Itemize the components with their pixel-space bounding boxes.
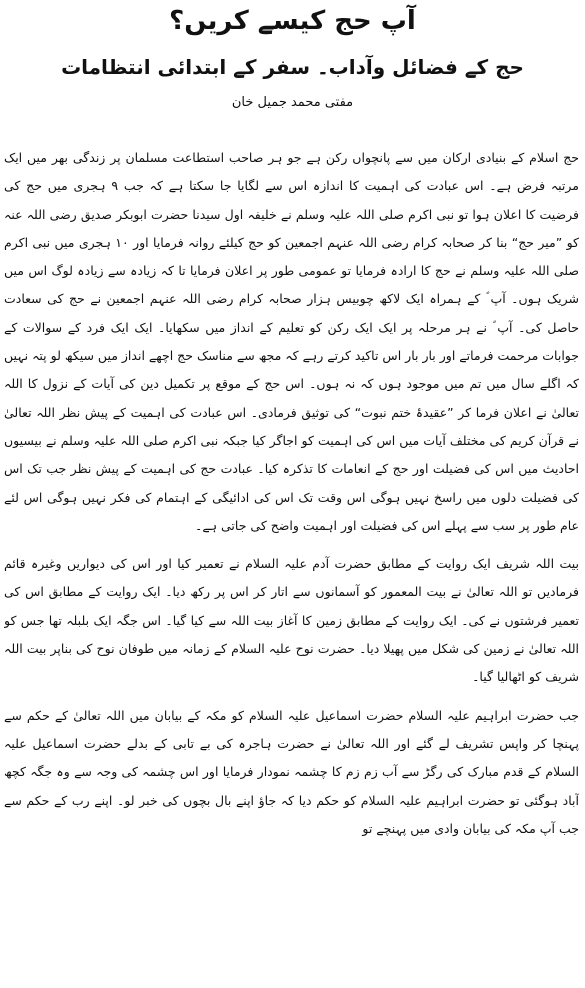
author-byline: مفتی محمد جمیل خان — [231, 95, 354, 110]
paragraph-3: جب حضرت ابراہیم علیہ السلام حضرت اسماعیل علیہ السلام کو مکہ کے بیابان میں اللہ تعالیٰ کے حکم سے پہنچا کر واپس تشریف لے گئے اور اللہ تعالیٰ نے حضرت ہاجرہ کی بے تابی کے بدلے حضرت اسماعیل علیہ السلام کے قدم مبارک کی رگڑ سے آب زم زم کا چشمہ نمودار فرمایا اور اس چشمہ کی وجہ سے وہ جگہ کچھ آباد ہوگئی تو حضرت ابراہیم علیہ السلام کو حکم دیا کہ جاؤ اپنے بال بچوں کی خبر لو۔ اپنے رب کے حکم سے جب آپ مکہ کی بیابان وادی میں پہنچے تو — [4, 707, 579, 836]
document-title: آپ حج کیسے کریں؟ — [169, 6, 416, 36]
paragraph-2: بیت اللہ شریف ایک روایت کے مطابق حضرت آدم علیہ السلام نے تعمیر کیا اور اس کی دیواریں وغیرہ قائم فرمادیں تو اللہ تعالیٰ نے بیت المعمور کو آسمانوں سے اتار کر اس پر رکھ دیا۔ ایک روایت کے مطابق اس کی تعمیر فرشتوں نے کی۔ ایک روایت کے مطابق زمین کا آغاز بیت اللہ سے کیا گیا۔ اس جگہ ایک بلبلہ تھا جس کو اللہ تعالیٰ نے زمین کی شکل میں پھیلا دیا۔ حضرت نوح علیہ السلام کے زمانہ میں طوفان نوح کی بناپر بیت اللہ شریف کو اٹھالیا گیا۔ — [4, 556, 579, 685]
paragraph-1: حج اسلام کے بنیادی ارکان میں سے پانچواں رکن ہے جو ہر صاحب استطاعت مسلمان پر زندگی بھر میں ایک مرتبہ فرض ہے۔ اس عبادت کی اہمیت کا اندازہ اس سے لگایا جا سکتا ہے کہ جب ۹ ہجری میں حج کی فرضیت کا اعلان ہوا تو نبی اکرم صلی اللہ علیہ وسلم نے خلیفہ اول سیدنا حضرت ابوبکر صدیق رضی اللہ عنہ کو ”میر حج“ بنا کر صحابہ کرام رضی اللہ عنہم اجمعین کو حج کیلئے روانہ فرمایا اور ۱۰ ہجری میں نبی اکرم صلی اللہ علیہ وسلم نے حج کا ارادہ فرمایا تو عمومی طور پر اعلان فرمایا تا کہ زیادہ سے زیادہ لوگ اس میں شریک ہوں۔ آپ ؐ کے ہمراہ ایک لاکھ چوبیس ہزار صحابہ کرام رضی اللہ عنہم اجمعین نے حج کی سعادت حاصل کی۔ آپ ؐ نے ہر مرحلہ پر ایک ایک رکن کو تعلیم کے انداز میں سکھایا۔ ایک ایک فرد کے سوالات کے جوابات مرحمت فرماتے اور بار بار اس تاکید کرتے رہے کہ مجھ سے مناسک حج اچھے انداز میں سیکھ لو پتہ نہیں کہ اگلے سال میں تم میں موجود ہوں کہ نہ ہوں۔ اس حج کے موقع پر تکمیل دین کی آیات کے نزول کا اللہ تعالیٰ نے اعلان فرما کر ”عقیدۂ ختم نبوت“ کی توثیق فرمادی۔ اس عبادت کی اہمیت کے پیش نظر اللہ تعالیٰ نے قرآن کریم کی مختلف آیات میں اس کی اہمیت کو اجاگر کیا جبکہ نبی اکرم صلی اللہ علیہ وسلم نے بیسیوں احادیث میں اس کی فضیلت اور حج کے انعامات کا تذکرہ کیا۔ عبادت حج کی اہمیت کے پیش نظر جب تک اس کی فضیلت دلوں میں راسخ نہیں ہوگی اس وقت تک اس کی ادائیگی کے اہتمام کی فکر نہیں ہوگی اس لئے عام طور پر سب سے پہلے اس کی فضیلت اور اہمیت واضح کی جاتی ہے۔ — [4, 150, 579, 533]
article-body — [4, 144, 579, 988]
document-subtitle: حج کے فضائل وآداب۔ سفر کے ابتدائی انتظامات — [61, 55, 524, 79]
